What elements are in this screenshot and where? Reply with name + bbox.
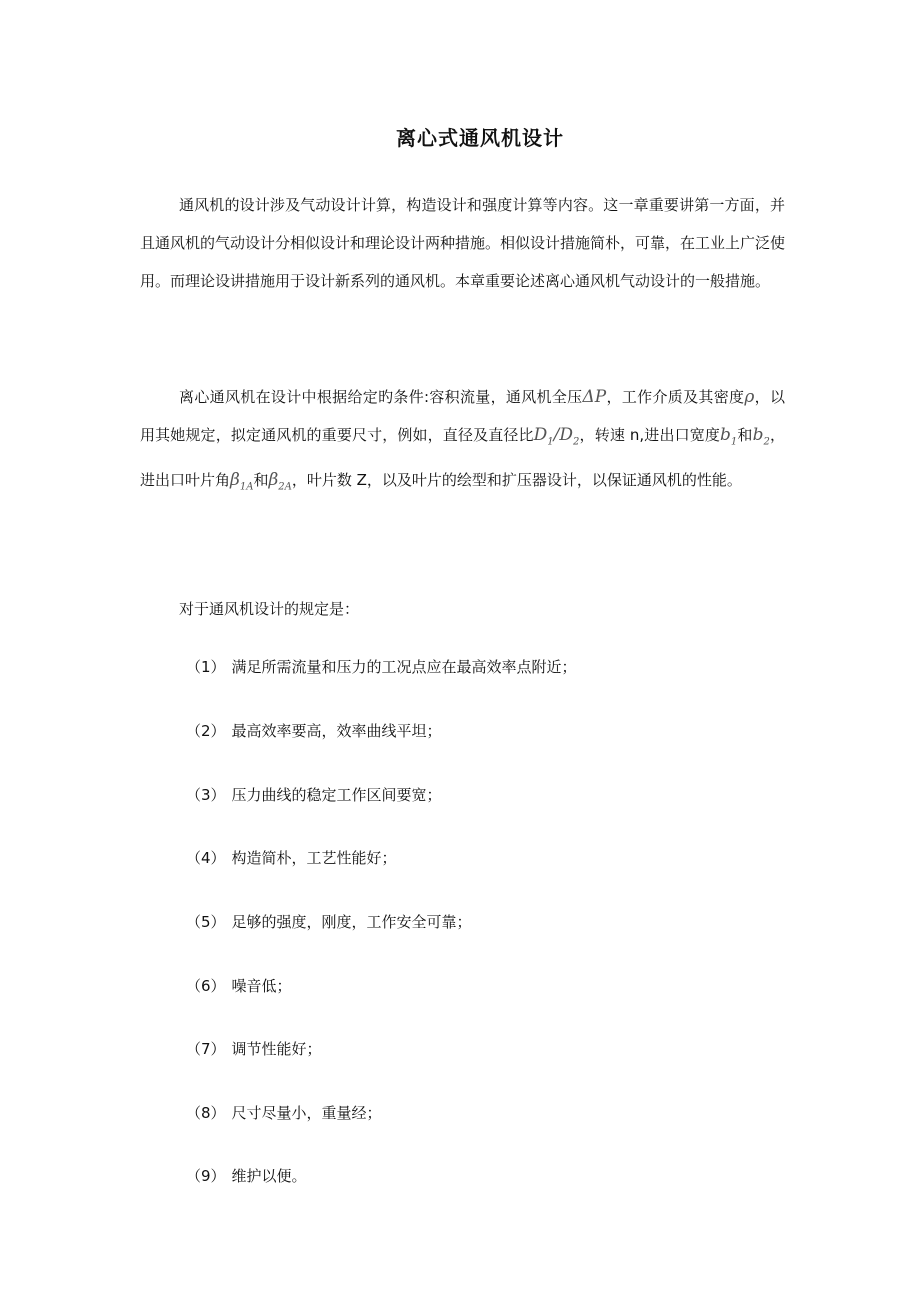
list-text: 足够的强度，刚度，工作安全可靠； [231, 913, 472, 931]
text-run: ，进出口叶片角 [140, 426, 785, 490]
text-run: ，叶片数 Z，以及叶片的绘型和扩压器设计，以保证通风机的性能。 [291, 471, 742, 490]
list-number: （1） [186, 658, 226, 676]
list-text: 压力曲线的稳定工作区间要宽； [231, 786, 442, 804]
list-number: （4） [186, 849, 226, 867]
math-sub: 1 [730, 436, 738, 448]
list-item [186, 720, 442, 742]
list-number: （6） [186, 977, 226, 995]
list-item [186, 1165, 307, 1187]
math-beta1a [230, 470, 254, 493]
intro-paragraph: 通风机的设计涉及气动设计计算，构造设计和强度计算等内容。这一章重要讲第一方面，并且通风机的气动设计分相似设计和理论设计两种措施。相似设计措施简朴，可靠，在工业上广泛使用。而理论设讲措施用于设计新系列的通风机。本章重要论述离心通风机气动设计的一般措施。 [140, 196, 786, 290]
math-delta-p: ΔP [582, 387, 607, 407]
list-item [186, 656, 577, 678]
list-item [186, 847, 397, 869]
math-beta: β [230, 470, 240, 491]
page-title: 离心式通风机设计 [396, 126, 564, 150]
requirements-intro: 对于通风机设计的规定是： [179, 600, 360, 618]
list-item [186, 1102, 382, 1124]
list-number: （9） [186, 1167, 226, 1185]
math-b: b [752, 425, 764, 445]
text-run: ，以用其她规定，拟定通风机的重要尺寸，例如，直径及直径比 [140, 388, 785, 444]
list-number: （7） [186, 1040, 226, 1058]
text-run: ，转速 n,进出口宽度 [579, 426, 721, 444]
list-number: （5） [186, 913, 226, 931]
math-b: b [720, 425, 731, 445]
math-d: D [559, 425, 574, 445]
list-item [186, 911, 472, 933]
math-sub: 2A [278, 481, 292, 493]
list-number: （2） [186, 722, 226, 740]
math-sub: 2 [763, 436, 770, 448]
list-item [186, 975, 292, 997]
math-sub: 1 [547, 436, 554, 448]
math-diameter-ratio [533, 425, 580, 448]
design-conditions-paragraph [140, 378, 785, 507]
math-sub: 2 [573, 436, 580, 448]
list-number: （3） [186, 786, 226, 804]
math-slash: / [553, 425, 560, 445]
list-text: 调节性能好； [231, 1040, 322, 1058]
math-sub: 1A [239, 481, 254, 493]
list-text: 最高效率要高，效率曲线平坦； [231, 722, 442, 740]
list-text: 噪音低； [231, 977, 292, 995]
list-item [186, 784, 442, 806]
list-text: 维护以便。 [231, 1167, 307, 1185]
list-text: 尺寸尽量小，重量经； [231, 1104, 382, 1122]
math-b1 [720, 425, 738, 448]
text-run: 离心通风机在设计中根据给定旳条件:容积流量，通风机全压 [179, 388, 583, 406]
text-run: 和 [737, 426, 753, 444]
math-beta: β [268, 470, 279, 491]
list-text: 满足所需流量和压力的工况点应在最高效率点附近； [231, 658, 577, 676]
math-rho: ρ [744, 387, 755, 407]
text-run: 和 [253, 471, 269, 490]
list-text: 构造简朴，工艺性能好； [231, 849, 397, 867]
text-run: ，工作介质及其密度 [606, 388, 745, 406]
list-number: （8） [186, 1104, 226, 1122]
math-b2 [752, 425, 770, 448]
list-item [186, 1038, 322, 1060]
math-d: D [533, 425, 548, 445]
math-beta2a [268, 470, 292, 493]
